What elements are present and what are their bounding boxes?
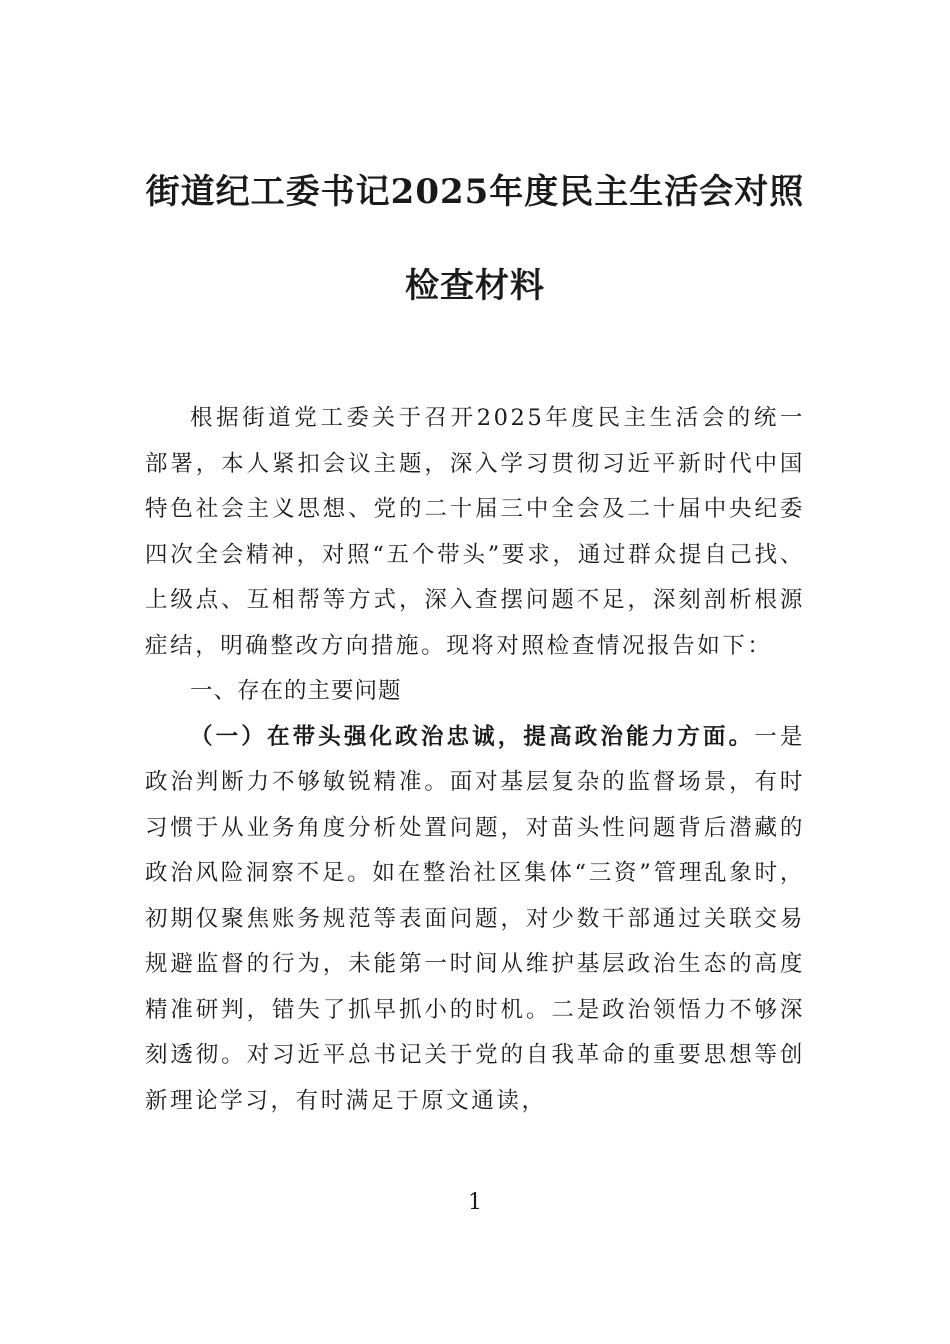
subsection-heading: （一）在带头强化政治忠诚，提高政治能力方面。: [190, 723, 755, 750]
section-heading: 一、存在的主要问题: [190, 678, 402, 704]
document-body: [145, 396, 805, 1124]
document-title-line-2: 检查材料: [405, 266, 545, 306]
intro-paragraph: 根据街道党工委关于召开2025年度民主生活会的统一部署，本人紧扣会议主题，深入学习贯彻习近平新时代中国特色社会主义思想、党的二十届三中全会及二十届中央纪委四次全会精神，对照“五个带头”要求，通过群众提自己找、上级点、互相帮等方式，深入查摆问题不足，深刻剖析根源症结，明确整改方向措施。现将对照检查情况报告如下：: [145, 405, 805, 659]
subsection-body: 一是政治判断力不够敏锐精准。面对基层复杂的监督场景，有时习惯于从业务角度分析处置问题，对苗头性问题背后潜藏的政治风险洞察不足。如在整治社区集体“三资”管理乱象时，初期仅聚焦账务规范等表面问题，对少数干部通过关联交易规避监督的行为，未能第一时间从维护基层政治生态的高度精准研判，错失了抓早抓小的时机。二是政治领悟力不够深刻透彻。对习近平总书记关于党的自我革命的重要思想等创新理论学习，有时满足于原文通读，: [145, 723, 805, 1114]
subsection-paragraph: [145, 715, 805, 1125]
page-number: 1: [468, 1190, 482, 1215]
document-title-line-1: 街道纪工委书记2025年度民主生活会对照: [145, 172, 805, 212]
